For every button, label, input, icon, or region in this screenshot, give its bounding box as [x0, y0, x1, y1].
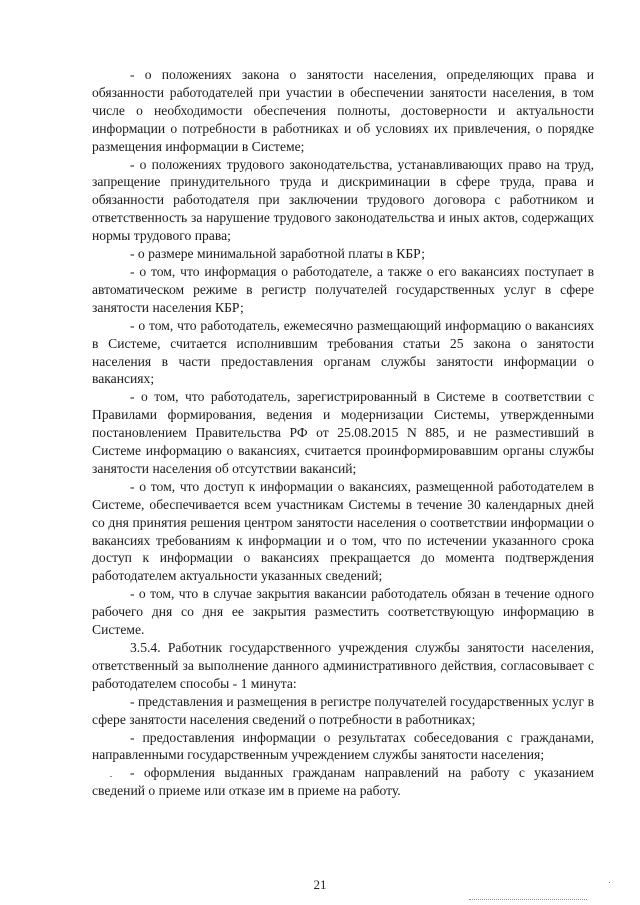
scan-speck	[609, 882, 610, 883]
paragraph-vacancy-access: - о том, что доступ к информации о вакансиях, размещенной работодателем в Системе, обеспечивается всем участникам Системы в течение 30 календарных дней со дня принятия решения центром занятости населения о соответствии информации о вакансиях требованиям к информации и о том, что по истечении указанного срока доступ к информации о вакансиях прекращается до момента подтверждения работодателем актуальности указанных сведений;	[92, 478, 594, 584]
paragraph-section-3-5-4: 3.5.4. Работник государственного учреждения службы занятости населения, ответственный за выполнение данного административного действия, согласовывает с работодателем способы - 1 минута:	[92, 640, 594, 691]
paragraph-registry-entry: - о том, что информация о работодателе, а также о его вакансиях поступает в автоматическом режиме в регистр получателей государственных услуг в сфере занятости населения КБР;	[92, 263, 594, 315]
paragraph-registry-submission: - представления и размещения в регистре получателей государственных услуг в сфере занятости населения сведений о потребности в работниках;	[92, 693, 594, 727]
scan-speck-left	[110, 776, 112, 777]
page-number: 21	[313, 877, 327, 892]
paragraph-labor-law-provisions: - о положениях трудового законодательства, устанавливающих право на труд, запрещение принудительного труда и дискриминации в сфере труда, права и обязанности работодателя при заключении трудового договора с работником и ответственность за нарушение трудового законодательства и иных актов, содержащих нормы трудового права;	[92, 156, 594, 244]
paragraph-referral-forms: - оформления выданных гражданам направлений на работу с указанием сведений о приеме или отказе им в приеме на работу.	[92, 765, 594, 799]
paragraph-interview-results: - предоставления информации о результатах собеседования с гражданами, направленными государственным учреждением службы занятости населения;	[92, 729, 594, 763]
paragraph-monthly-posting: - о том, что работодатель, ежемесячно размещающий информацию о вакансиях в Системе, считается исполнившим требования статьи 25 закона о занятости населения в части предоставления органам службы занятости информации о вакансиях;	[92, 317, 594, 387]
paragraph-minimum-wage: - о размере минимальной заработной платы в КБР;	[130, 246, 426, 262]
paragraph-no-vacancies: - о том, что работодатель, зарегистрированный в Системе в соответствии с Правилами формирования, ведения и модернизации Системы, утвержденными постановлением Правительства РФ от 25.08.2015 N 885, и не разместивший в Системе информацию о вакансиях, считается проинформировавшим органы службы занятости населения об отсутствии вакансий;	[92, 389, 594, 476]
paragraph-employment-law-provisions: - о положениях закона о занятости населения, определяющих права и обязанности работодателей при участии в обеспечении занятости населения, в том числе о необходимости обеспечения полноты, достоверности и актуальности информации о потребности в работниках и об условиях их привлечения, о порядке размещения информации в Системе;	[92, 67, 594, 154]
scan-dotted-line	[469, 899, 587, 900]
paragraph-vacancy-closing: - о том, что в случае закрытия вакансии работодатель обязан в течение одного рабочего дня со дня ее закрытия разместить соответствующую информацию в Системе.	[92, 586, 594, 638]
document-body	[92, 66, 594, 800]
